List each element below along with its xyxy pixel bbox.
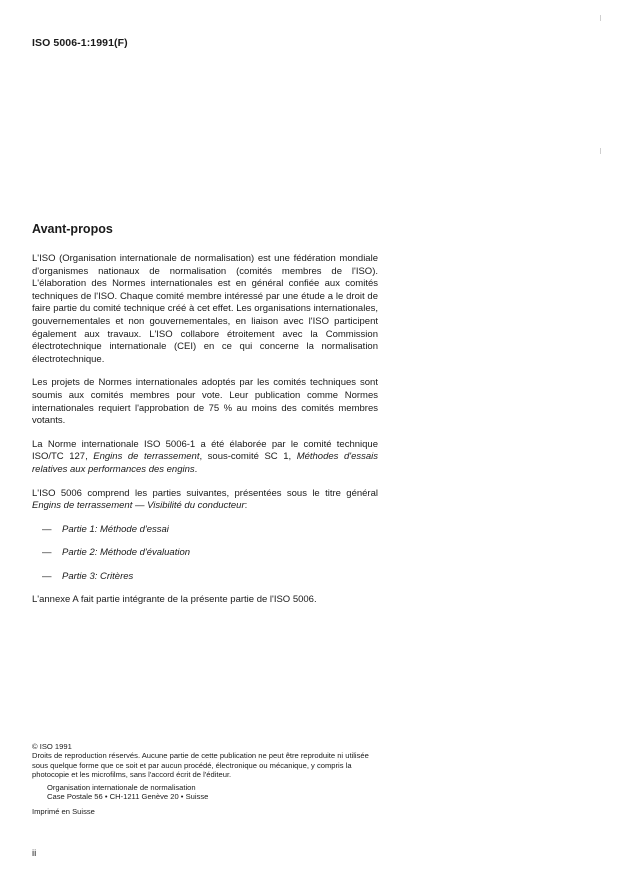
part-title: Partie 1: Méthode d'essai [62, 523, 169, 535]
foreword-body [32, 253, 378, 618]
list-item [32, 571, 378, 584]
committee-title: Engins de terrassement [93, 451, 200, 463]
printed-in: Imprimé en Suisse [32, 807, 95, 817]
paragraph-text: La Norme internationale ISO 5006-1 a été élaborée par le comité technique ISO/TC 127, [32, 438, 378, 463]
document-id: ISO 5006-1:1991(F) [32, 37, 128, 49]
copyright-notice [32, 742, 378, 817]
copyright-line: © ISO 1991 [32, 742, 72, 751]
subcommittee-title: Méthodes d'essais relatives aux performances des engins [32, 451, 378, 475]
list-item [32, 547, 378, 560]
paragraph: Les projets de Normes internationales adoptés par les comités techniques sont soumis aux comités membres pour vote. Leur publication comme Normes internationales requiert l'approbation de 75 % au moins des comités membres votants. [32, 377, 378, 427]
part-title: Partie 2: Méthode d'évaluation [62, 547, 191, 559]
page-number: ii [32, 848, 37, 859]
margin-mark [600, 148, 601, 154]
section-title: Avant-propos [32, 222, 113, 236]
rights-statement: Droits de reproduction réservés. Aucune partie de cette publication ne peut être reproduite ni utilisée sous quelque forme que ce soit et par aucun procédé, électronique ou mécanique, y compris la photocopie et les microfilms, sans l'accord écrit de l'éditeur. [32, 751, 369, 780]
paragraph: L'ISO (Organisation internationale de normalisation) est une fédération mondiale d'organismes nationaux de normalisation (comités membres de l'ISO). L'élaboration des Normes internationales est en général confiée aux comités techniques de l'ISO. Chaque comité membre intéressé par une étude a le droit de faire partie du comité technique créé à cet effet. Les organisations internationales, gouvernementales et non gouvernementales, en liaison avec l'ISO participent également aux travaux. L'ISO collabore étroitement avec la Commission électrotechnique internationale (CEI) en ce qui concerne la normalisation électrotechnique. [32, 253, 378, 365]
list-dash: — [42, 523, 52, 535]
part-title: Partie 3: Critères [62, 570, 134, 582]
paragraph-text: L'ISO 5006 comprend les parties suivantes, présentées sous le titre général [32, 487, 378, 499]
paragraph-text: . [194, 463, 198, 475]
list-dash: — [42, 570, 52, 582]
paragraph: L'annexe A fait partie intégrante de la présente partie de l'ISO 5006. [32, 594, 317, 606]
postal-address: Case Postale 56 • CH-1211 Genève 20 • Suisse [47, 792, 209, 802]
paragraph [32, 488, 378, 513]
list-item [32, 524, 378, 537]
paragraph-text: : [244, 500, 248, 512]
margin-mark [600, 15, 601, 21]
paragraph [32, 439, 378, 477]
organisation-name: Organisation internationale de normalisation [47, 782, 196, 792]
general-title: Engins de terrassement — Visibilité du conducteur [32, 500, 245, 512]
paragraph-text: , sous-comité SC 1, [199, 451, 297, 463]
parts-list [32, 524, 378, 584]
list-dash: — [42, 547, 52, 559]
